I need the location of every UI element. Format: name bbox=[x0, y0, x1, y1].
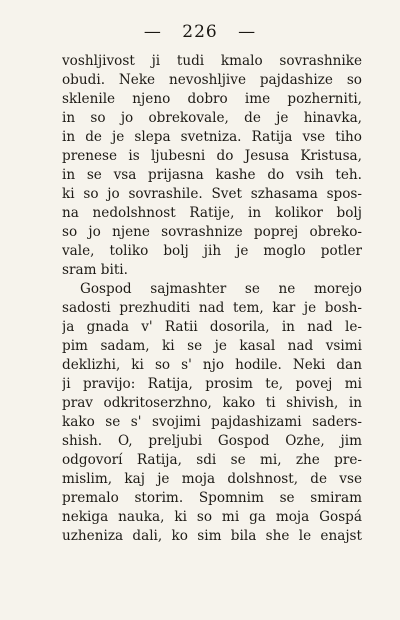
text-line: obudi. Neke nevoshljive pajdashize so bbox=[62, 72, 362, 88]
text-line: uzheniza dali, ko sim bila she le enajst bbox=[62, 528, 362, 544]
paragraph-last-line: sram biti. bbox=[62, 262, 128, 278]
text-line: voshljivost ji tudi kmalo sovrashnike bbox=[62, 53, 362, 69]
text-line: pim sadam, ki se je kasal nad vsimi bbox=[62, 338, 362, 354]
text-line: nekiga nauka, ki so mi ga moja Gospá bbox=[62, 509, 362, 525]
text-line: in so jo obrekovale, de je hinavka, bbox=[62, 110, 362, 126]
text-line: mislim, kaj je moja dolshnost, de vse bbox=[62, 471, 362, 487]
text-line: ki so jo sovrashile. Svet szhasama spos- bbox=[62, 186, 362, 202]
text-line: so jo njene sovrashnize poprej obreko- bbox=[62, 224, 362, 240]
text-line: ja gnada v' Ratii dosorila, in nad le- bbox=[62, 319, 362, 335]
header-dash-left: — bbox=[143, 22, 162, 42]
header-dash-right: — bbox=[238, 22, 257, 42]
text-line: in de je slepa svetniza. Ratija vse tiho bbox=[62, 129, 362, 145]
text-line: na nedolshnost Ratije, in kolikor bolj bbox=[62, 205, 362, 221]
text-line: sklenile njeno dobro ime pozherniti, bbox=[62, 91, 362, 107]
text-line: ji pravijo: Ratija, prosim te, povej mi bbox=[62, 376, 362, 392]
text-line: deklizhi, ki so s' njo hodile. Neki dan bbox=[62, 357, 362, 373]
text-line: sadosti prezhuditi nad tem, kar je bosh- bbox=[62, 300, 362, 316]
page-header bbox=[0, 22, 400, 42]
text-line: kako se s' svojimi pajdashizami saders- bbox=[62, 414, 362, 430]
text-line: in se vsa prijasna kashe do vsih teh. bbox=[62, 167, 362, 183]
text-line: prav odkritoserzhno, kako ti shivish, in bbox=[62, 395, 362, 411]
text-line: vale, toliko bolj jih je moglo potler bbox=[62, 243, 362, 259]
paragraph-first-line: Gospod sajmashter se ne morejo bbox=[80, 281, 362, 297]
text-line: odgovorí Ratija, sdi se mi, zhe pre- bbox=[62, 452, 362, 468]
page-number: 226 bbox=[182, 22, 218, 42]
text-line: shish. O, preljubi Gospod Ozhe, jim bbox=[62, 433, 362, 449]
text-line: premalo storim. Spomnim se smiram bbox=[62, 490, 362, 506]
body-text bbox=[62, 52, 362, 546]
text-line: prenese is ljubesni do Jesusa Kristusa, bbox=[62, 148, 362, 164]
